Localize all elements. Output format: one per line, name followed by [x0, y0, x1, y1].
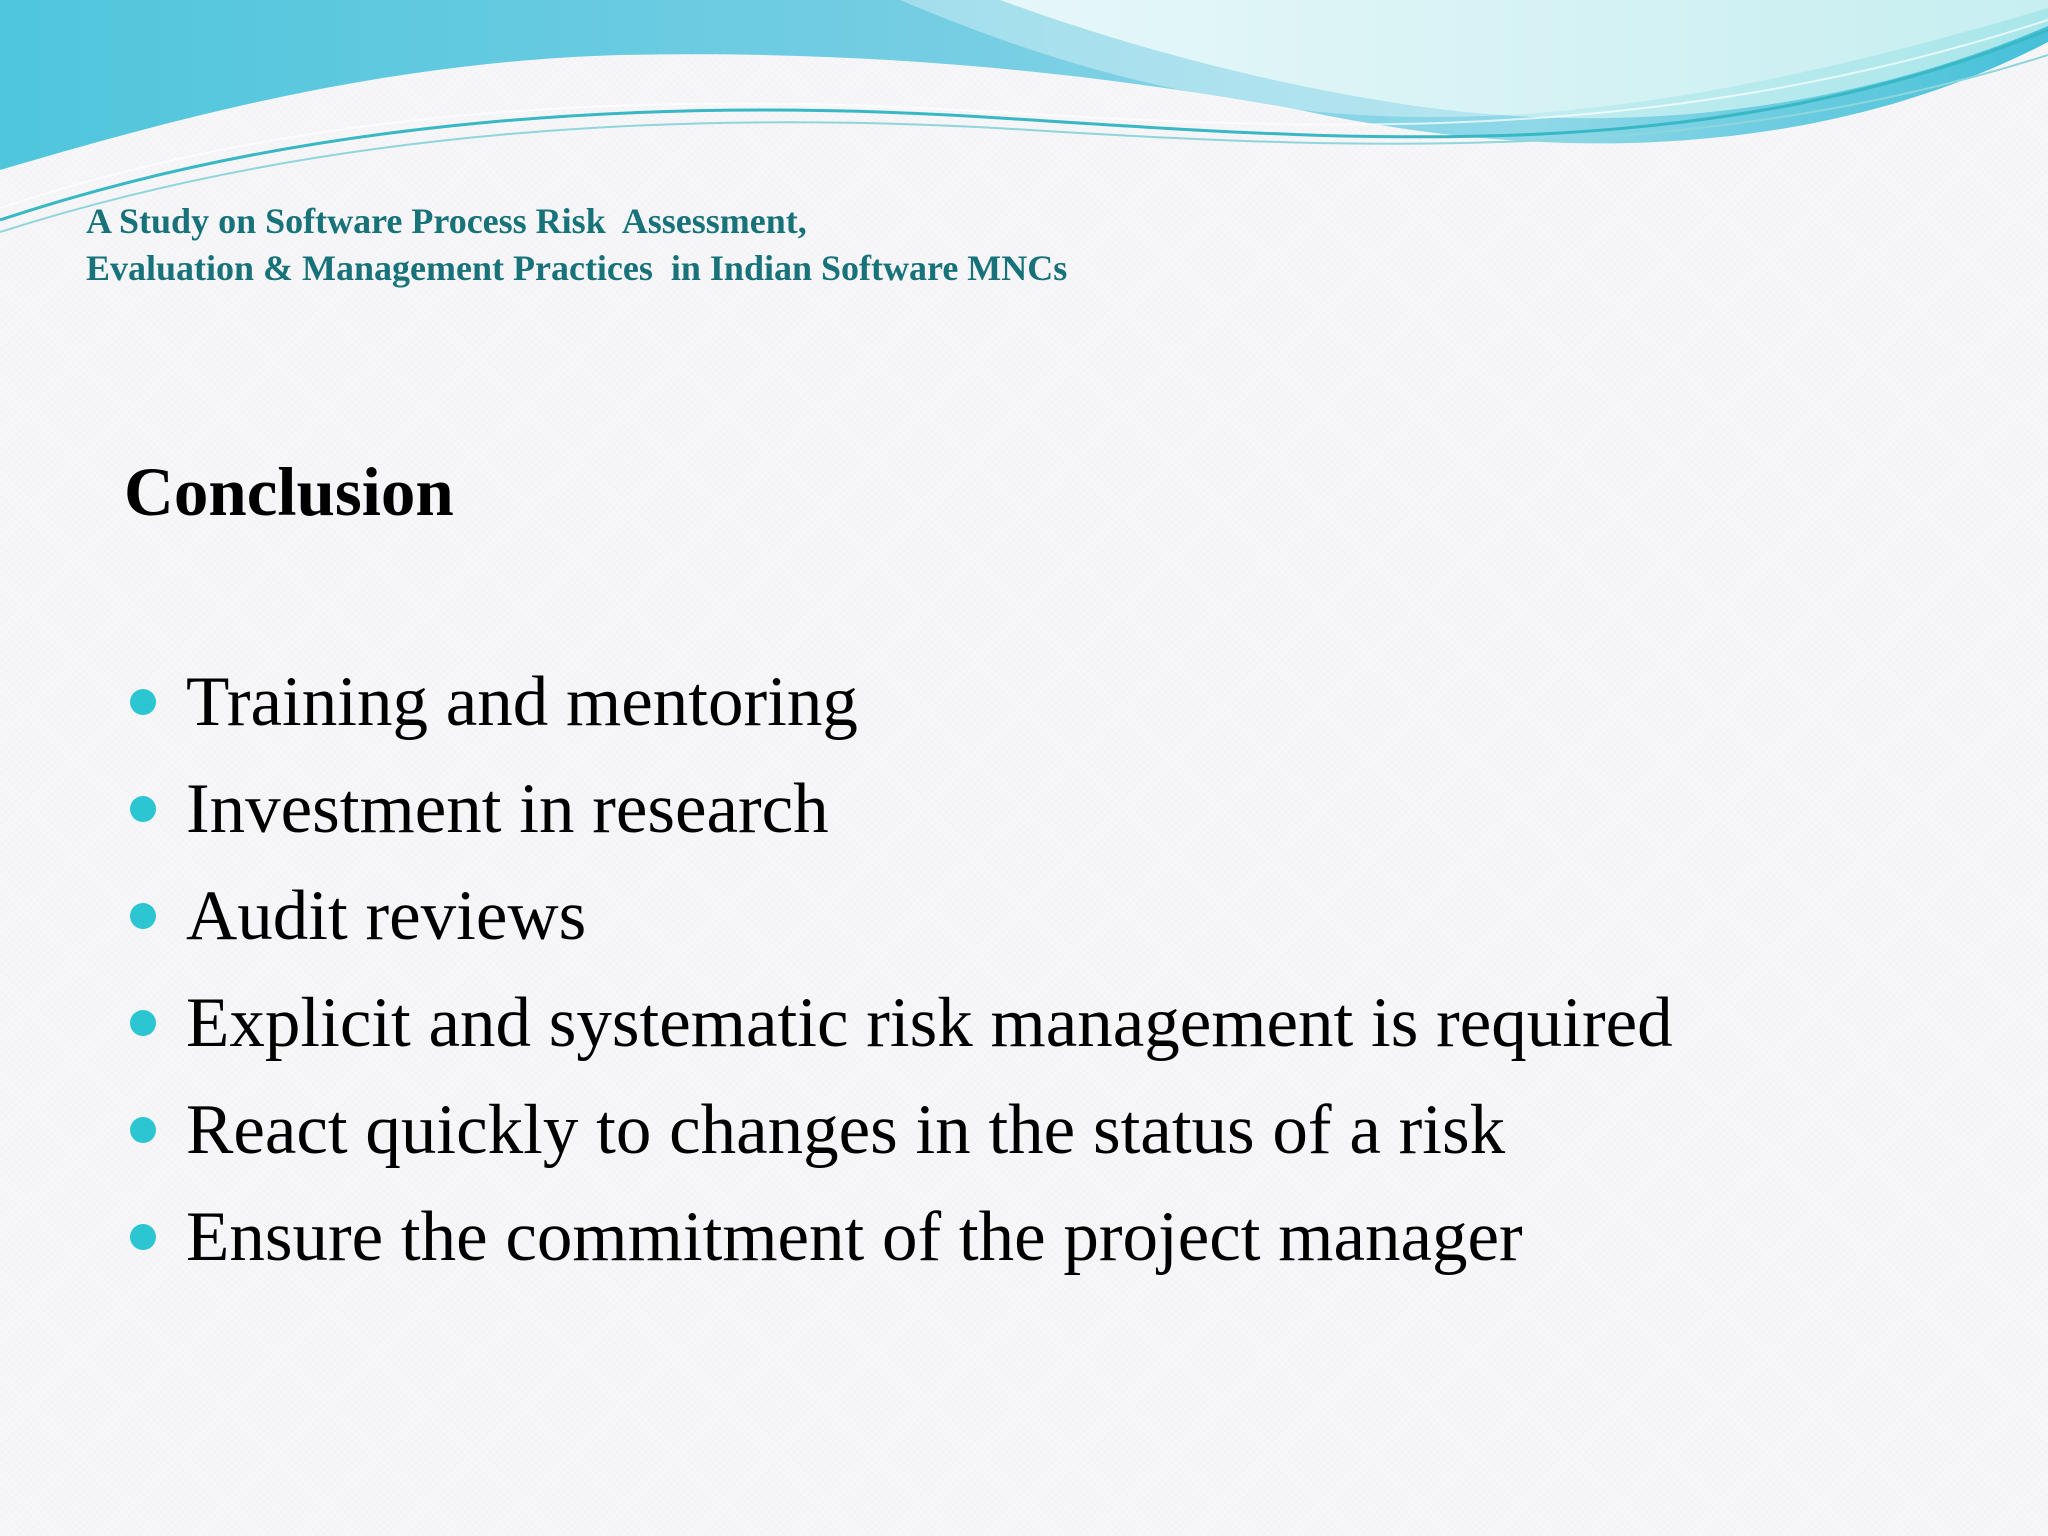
bullet-icon	[130, 903, 156, 929]
bullet-item-react-quickly	[124, 1088, 1673, 1195]
bullet-text: Explicit and systematic risk management is required	[186, 984, 1673, 1062]
bullet-text: Investment in research	[186, 770, 829, 848]
bullet-item-commitment	[124, 1195, 1673, 1302]
bullet-text: Training and mentoring	[186, 663, 858, 741]
bullet-icon	[130, 1224, 156, 1250]
bullet-icon	[130, 689, 156, 715]
bullet-text: React quickly to changes in the status of a risk	[186, 1091, 1506, 1169]
slide-subtitle	[86, 198, 1486, 292]
bullet-icon	[130, 796, 156, 822]
bullet-text: Ensure the commitment of the project manager	[186, 1198, 1523, 1276]
bullet-list	[124, 660, 1673, 1302]
bullet-item-training	[124, 660, 1673, 767]
bullet-item-investment	[124, 767, 1673, 874]
bullet-item-audit	[124, 874, 1673, 981]
subtitle-line-1: A Study on Software Process Risk Assessment,	[86, 201, 807, 241]
bullet-item-risk-management	[124, 981, 1673, 1088]
bullet-icon	[130, 1010, 156, 1036]
bullet-text: Audit reviews	[186, 877, 587, 955]
subtitle-line-2: Evaluation & Management Practices in Indian Software MNCs	[86, 248, 1068, 288]
bullet-icon	[130, 1117, 156, 1143]
slide-heading: Conclusion	[124, 454, 454, 530]
